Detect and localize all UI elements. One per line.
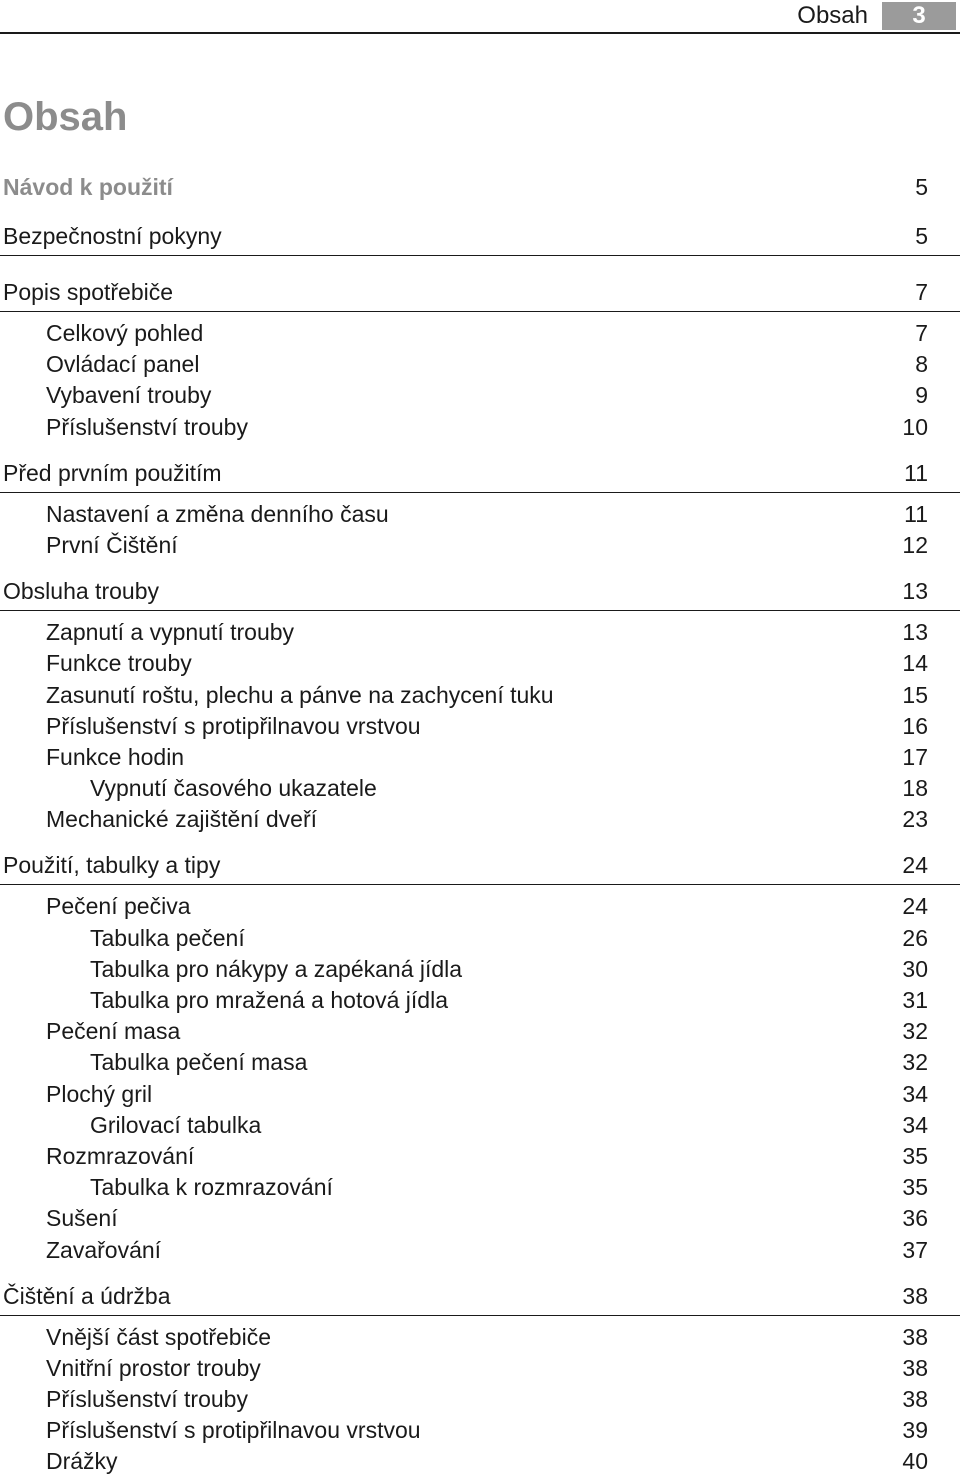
- toc-entry-label: Příslušenství s protipřilnavou vrstvou: [46, 1417, 421, 1444]
- page-title: Obsah: [3, 95, 128, 139]
- toc-entry-sub[interactable]: [0, 1353, 960, 1384]
- toc-entry-sub[interactable]: [0, 1415, 960, 1446]
- toc-entry-label: Nastavení a změna denního času: [46, 500, 389, 527]
- toc-entry-page: 5: [915, 223, 928, 249]
- toc-entry-sub[interactable]: [0, 349, 960, 380]
- toc-entry-sub[interactable]: [0, 412, 960, 443]
- toc-entry-page: 26: [902, 924, 928, 951]
- toc-entry-sub[interactable]: [0, 891, 960, 922]
- toc-entry-sub[interactable]: [0, 318, 960, 349]
- toc-entry-page: 35: [902, 1142, 928, 1169]
- page-number-badge: 3: [882, 2, 956, 30]
- toc-entry-label: Zasunutí roštu, plechu a pánve na zachycení tuku: [46, 681, 554, 708]
- toc-entry-sub[interactable]: [0, 711, 960, 742]
- toc-entry-subsub[interactable]: [0, 1047, 960, 1078]
- toc-entry-page: 12: [902, 531, 928, 558]
- toc-entry-label: Sušení: [46, 1205, 118, 1232]
- toc-entry-page: 9: [915, 382, 928, 409]
- table-of-contents: [0, 168, 960, 1478]
- toc-entry-label: Vnější část spotřebiče: [46, 1323, 272, 1350]
- toc-entry-page: 34: [902, 1080, 928, 1107]
- toc-entry-page: 38: [902, 1282, 928, 1309]
- toc-entry-sub[interactable]: [0, 680, 960, 711]
- toc-entry-label: Obsluha trouby: [3, 578, 159, 605]
- toc-entry-page: 11: [904, 500, 928, 527]
- toc-entry-sub[interactable]: [0, 499, 960, 530]
- toc-entry-page: 38: [902, 1386, 928, 1413]
- toc-entry-page: 32: [902, 1049, 928, 1076]
- toc-entry-sub[interactable]: [0, 617, 960, 648]
- toc-entry-label: Funkce trouby: [46, 650, 192, 677]
- toc-entry-page: 30: [902, 955, 928, 982]
- toc-entry-page: 31: [902, 987, 928, 1013]
- toc-entry-sub[interactable]: [0, 530, 960, 561]
- toc-entry-label: Příslušenství trouby: [46, 1386, 248, 1413]
- toc-entry-page: 36: [902, 1205, 928, 1232]
- toc-entry-page: 13: [902, 619, 928, 646]
- toc-entry-label: Vybavení trouby: [46, 382, 212, 409]
- toc-entry-subsub[interactable]: [0, 1172, 960, 1203]
- toc-entry-chapter[interactable]: [0, 272, 960, 312]
- toc-entry-page: 24: [902, 852, 928, 879]
- header-rule: [0, 32, 960, 34]
- toc-entry-sub[interactable]: [0, 1079, 960, 1110]
- toc-entry-subsub[interactable]: [0, 954, 960, 985]
- toc-entry-page: 8: [915, 351, 928, 378]
- toc-entry-part[interactable]: [0, 168, 960, 206]
- toc-entry-label: Zavařování: [46, 1236, 162, 1263]
- toc-entry-label: Mechanické zajištění dveří: [46, 806, 318, 833]
- toc-entry-label: Plochý gril: [46, 1080, 153, 1107]
- toc-entry-page: 34: [902, 1111, 928, 1138]
- toc-entry-page: 16: [902, 712, 928, 739]
- toc-entry-sub[interactable]: [0, 648, 960, 679]
- toc-entry-label: Funkce hodin: [46, 743, 185, 770]
- toc-entry-sub[interactable]: [0, 1384, 960, 1415]
- toc-entry-label: Příslušenství s protipřilnavou vrstvou: [46, 712, 421, 739]
- toc-entry-subsub[interactable]: [0, 773, 960, 804]
- toc-entry-page: 11: [904, 459, 928, 486]
- toc-entry-page: 7: [915, 279, 928, 305]
- toc-entry-page: 39: [902, 1417, 928, 1444]
- toc-entry-label: Před prvním použitím: [3, 459, 222, 486]
- running-header: [0, 0, 960, 34]
- toc-entry-label: Čištění a údržba: [3, 1282, 171, 1309]
- toc-entry-sub[interactable]: [0, 742, 960, 773]
- toc-entry-label: Tabulka pro mražená a hotová jídla: [90, 987, 448, 1013]
- toc-entry-label: První Čištění: [46, 531, 178, 558]
- toc-entry-label: Pečení masa: [46, 1018, 181, 1045]
- toc-entry-label: Zapnutí a vypnutí trouby: [46, 619, 295, 646]
- toc-entry-page: 13: [902, 578, 928, 605]
- toc-entry-chapter[interactable]: [0, 845, 960, 885]
- toc-entry-label: Tabulka pečení: [90, 924, 245, 951]
- toc-entry-page: 40: [902, 1448, 928, 1475]
- toc-entry-chapter[interactable]: [0, 453, 960, 493]
- toc-entry-label: Ovládací panel: [46, 351, 200, 378]
- toc-entry-sub[interactable]: [0, 1141, 960, 1172]
- toc-entry-page: 38: [902, 1354, 928, 1381]
- toc-entry-label: Rozmrazování: [46, 1142, 195, 1169]
- chapter-spacer: [0, 256, 960, 262]
- toc-entry-sub[interactable]: [0, 1235, 960, 1266]
- toc-entry-label: Použití, tabulky a tipy: [3, 852, 221, 879]
- toc-entry-chapter[interactable]: [0, 216, 960, 256]
- toc-entry-sub[interactable]: [0, 1322, 960, 1353]
- toc-entry-subsub[interactable]: [0, 1110, 960, 1141]
- toc-entry-label: Pečení pečiva: [46, 893, 191, 920]
- toc-entry-sub[interactable]: [0, 1203, 960, 1234]
- toc-entry-label: Popis spotřebiče: [3, 279, 174, 305]
- toc-entry-label: Vnitřní prostor trouby: [46, 1354, 261, 1381]
- toc-entry-sub[interactable]: [0, 1446, 960, 1477]
- toc-entry-page: 15: [902, 681, 928, 708]
- toc-entry-label: Příslušenství trouby: [46, 413, 248, 440]
- toc-entry-label: Návod k použití: [3, 174, 173, 200]
- toc-entry-label: Vypnutí časového ukazatele: [90, 775, 377, 802]
- toc-entry-label: Grilovací tabulka: [90, 1111, 262, 1138]
- toc-entry-label: Tabulka pečení masa: [90, 1049, 308, 1076]
- toc-entry-label: Drážky: [46, 1448, 118, 1475]
- toc-entry-sub[interactable]: [0, 804, 960, 835]
- toc-entry-label: Celkový pohled: [46, 320, 204, 346]
- toc-entry-chapter[interactable]: [0, 1276, 960, 1316]
- toc-entry-sub[interactable]: [0, 380, 960, 411]
- toc-entry-label: Tabulka pro nákypy a zapékaná jídla: [90, 955, 463, 982]
- toc-entry-label: Bezpečnostní pokyny: [3, 223, 222, 249]
- toc-entry-page: 7: [915, 320, 928, 346]
- toc-entry-sub[interactable]: [0, 1016, 960, 1047]
- header-section-label: Obsah: [797, 2, 868, 29]
- toc-entry-page: 37: [902, 1236, 928, 1263]
- toc-entry-chapter[interactable]: [0, 571, 960, 611]
- toc-entry-label: Tabulka k rozmrazování: [90, 1174, 333, 1201]
- toc-entry-page: 23: [902, 806, 928, 833]
- toc-entry-subsub[interactable]: [0, 985, 960, 1016]
- toc-entry-page: 17: [902, 743, 928, 770]
- toc-entry-page: 18: [902, 775, 928, 802]
- toc-entry-page: 24: [902, 893, 928, 920]
- toc-entry-page: 38: [902, 1323, 928, 1350]
- toc-entry-page: 35: [902, 1174, 928, 1201]
- toc-entry-page: 5: [915, 174, 928, 200]
- toc-entry-page: 14: [902, 650, 928, 677]
- toc-entry-page: 10: [902, 413, 928, 440]
- toc-entry-subsub[interactable]: [0, 923, 960, 954]
- toc-entry-page: 32: [902, 1018, 928, 1045]
